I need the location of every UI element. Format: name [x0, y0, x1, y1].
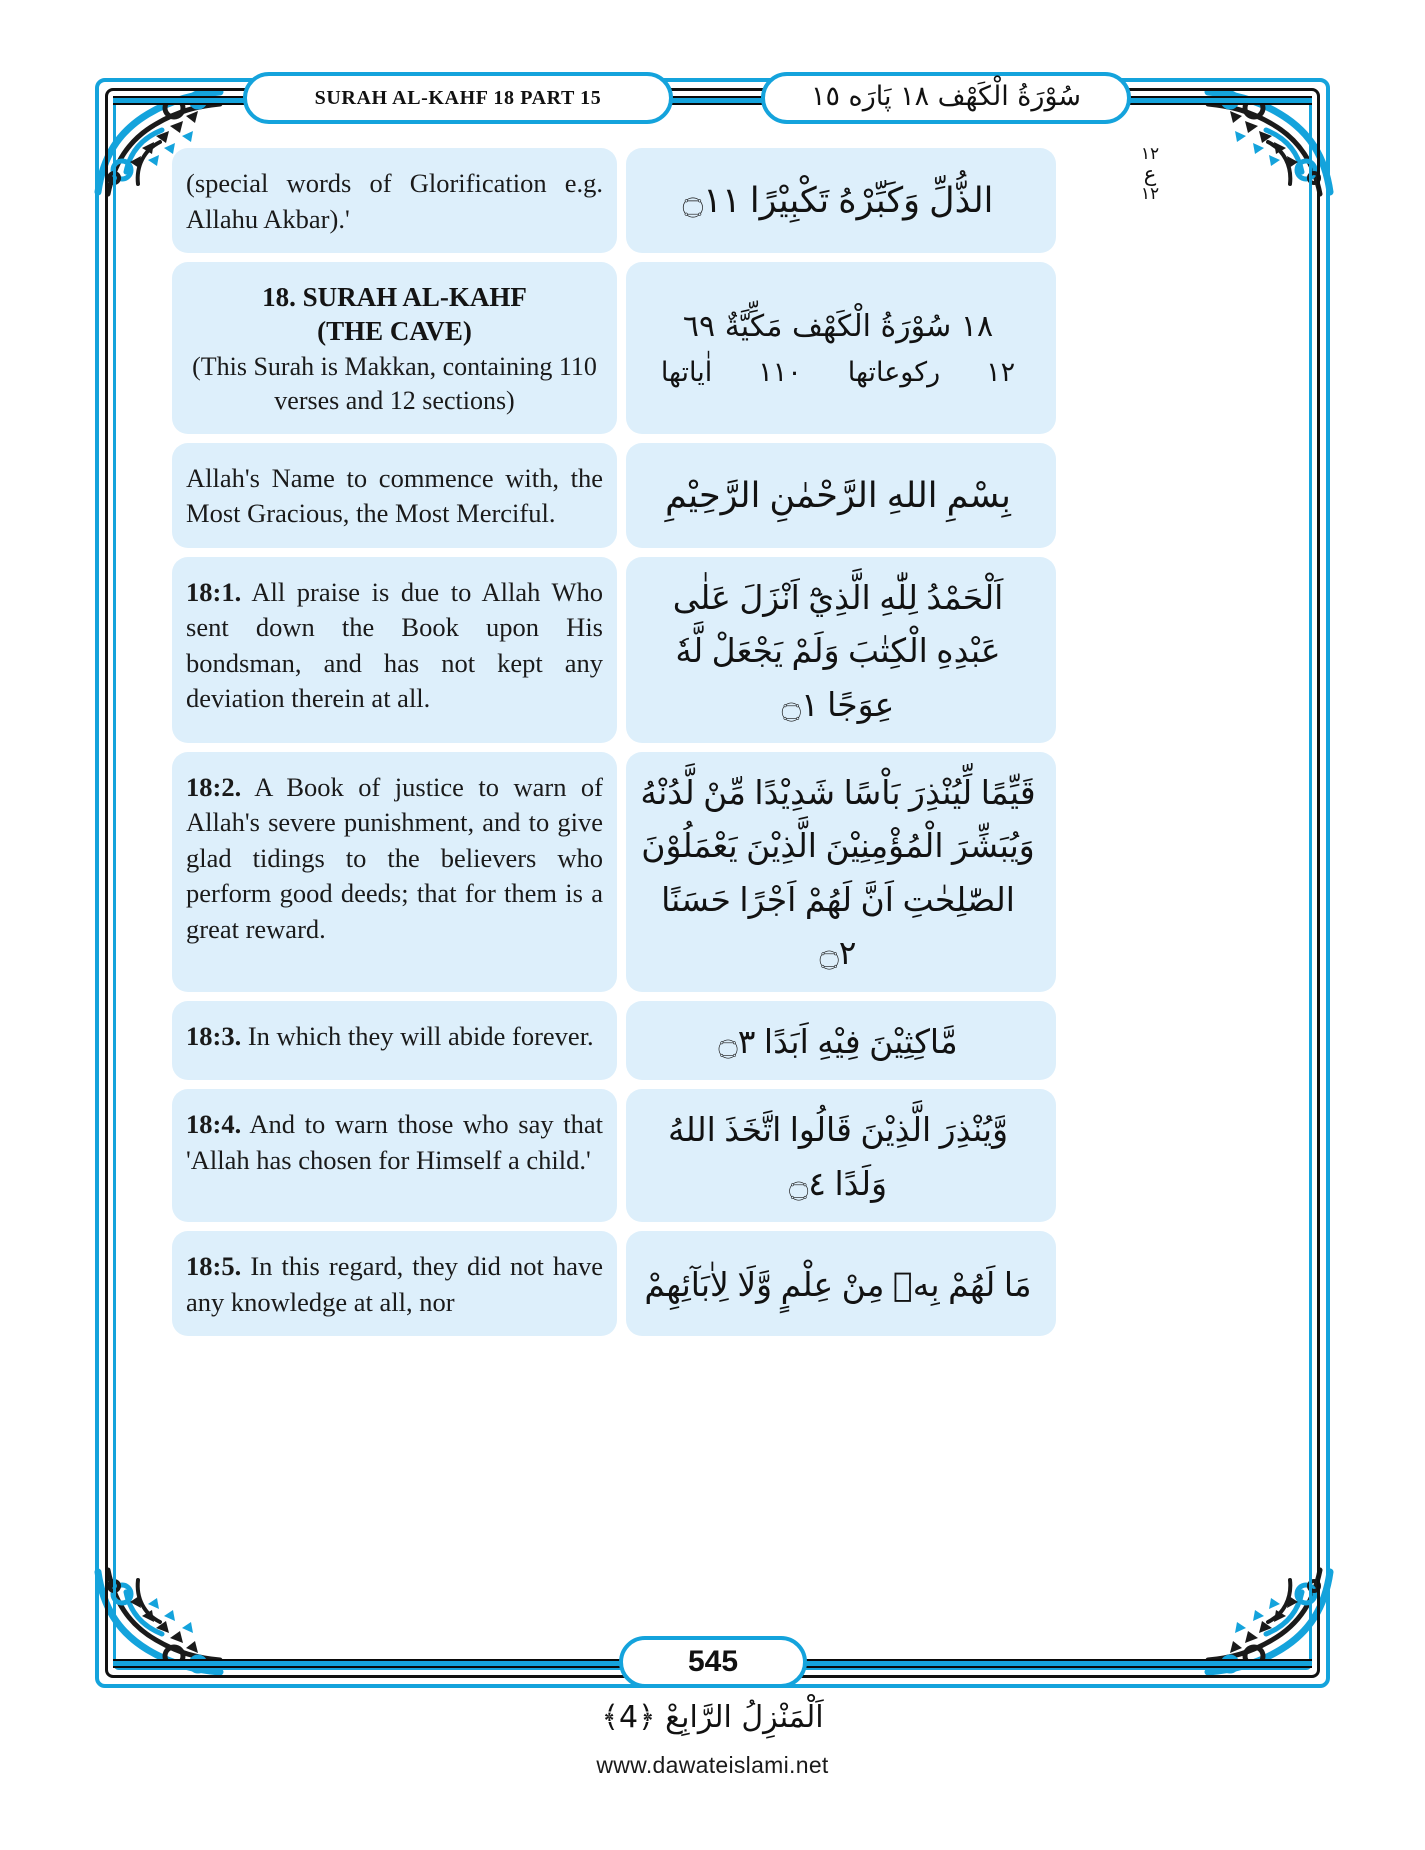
translation-cell — [172, 557, 617, 743]
arabic-text: الذُّلِّ وَكَبِّرْهُ تَكْبِيْرًا ۝١١ — [682, 181, 994, 222]
surah-heading-cell — [172, 262, 617, 434]
arabic-cell — [626, 1001, 1056, 1080]
arabic-text: قَيِّمًا لِّيُنْذِرَ بَاْسًا شَدِيْدًا مِّنْ لَّدُنْهُ وَيُبَشِّرَ الْمُؤْمِنِيْنَ الَّذِيْنَ يَعْمَلُوْنَ الصّٰلِحٰتِ اَنَّ لَهُمْ اَجْرًا حَسَنًا ۝٢ — [640, 772, 1036, 973]
header-pill-arabic — [761, 72, 1131, 124]
translation-cell — [172, 148, 617, 253]
arabic-text: وَّيُنْذِرَ الَّذِيْنَ قَالُوا اتَّخَذَ اللهُ وَلَدًا ۝٤ — [667, 1110, 1009, 1203]
verse-translation: All praise is due to Allah Who sent down the Book upon His bondsman, and has not kept any deviation therein at all. — [186, 576, 603, 714]
verse-row — [172, 1231, 1222, 1336]
translation-text — [186, 1107, 603, 1178]
arabic-cell — [626, 1089, 1056, 1222]
bismillah-row — [172, 443, 1222, 548]
surah-heading-row — [172, 262, 1222, 434]
surah-title-line1: 18. SURAH AL-KAHF — [262, 282, 527, 312]
translation-cell — [172, 1001, 617, 1080]
surah-heading-arabic-cell — [626, 262, 1056, 434]
verse-row — [172, 557, 1222, 743]
manzil-label: اَلْمَنْزِلُ الرَّابِعْ ﴿4﴾ — [601, 1700, 824, 1735]
bismillah-translation: Allah's Name to commence with, the Most Gracious, the Most Merciful. — [186, 462, 603, 529]
arabic-text: اَلْحَمْدُ لِلّٰهِ الَّذِيْٓ اَنْزَلَ عَلٰى عَبْدِهِ الْكِتٰبَ وَلَمْ يَجْعَلْ لَّهٗ عِوَجًا ۝١ — [672, 577, 1004, 724]
ruku-count-label: رکوعاتها — [847, 357, 941, 389]
page-number-pill — [619, 1636, 807, 1688]
translation-text — [186, 1249, 603, 1320]
arabic-cell — [626, 752, 1056, 992]
translation-text — [186, 770, 603, 948]
arabic-text: مَّاكِثِيْنَ فِيْهِ اَبَدًا ۝٣ — [718, 1021, 958, 1061]
section-marker-bottom: ١٢ — [1140, 184, 1160, 204]
verse-row — [172, 1089, 1222, 1222]
verse-number: 18:4. — [186, 1109, 242, 1140]
verse-row — [172, 1001, 1222, 1080]
translation-text: (special words of Glorification e.g. Allahu Akbar).' — [186, 168, 603, 234]
header-pill-english — [243, 72, 673, 124]
page-number: 545 — [687, 1645, 739, 1678]
header-title-arabic: سُوْرَةُ الْكَهْف ١٨ پَارَه ١٥ — [810, 80, 1082, 112]
bismillah-arabic: بِسْمِ اللهِ الرَّحْمٰنِ الرَّحِيْمِ — [665, 475, 1011, 516]
verse-number: 18:3. — [186, 1020, 242, 1051]
ruku-count-value: ١٢ — [986, 357, 1016, 389]
ayat-count-label: اٰیاتها — [660, 357, 713, 389]
surah-title-line2: (THE CAVE) — [317, 316, 472, 347]
verse-list — [172, 144, 1222, 1336]
translation-text — [186, 1019, 603, 1055]
section-marker-top: ١٢ — [1140, 144, 1160, 164]
verse-number: 18:2. — [186, 771, 242, 802]
verse-translation: In this regard, they did not have any knowledge at all, nor — [186, 1251, 603, 1317]
surah-heading-arabic-line1: ١٨ سُوْرَةُ الْكَهْف مَكِّيَّةٌ ٦٩ — [682, 308, 994, 344]
verse-translation: In which they will abide forever. — [247, 1020, 594, 1051]
verse-translation: A Book of justice to warn of Allah's severe punishment, and to give glad tidings to the believers who perform good deeds; that for them is a great reward. — [186, 771, 603, 944]
verse-translation: And to warn those who say that 'Allah has chosen for Himself a child.' — [186, 1109, 603, 1175]
ayat-count-value: ١١٠ — [758, 357, 802, 389]
page-footer — [113, 1636, 1312, 1692]
ruku-marker-icon: ع — [1143, 162, 1157, 186]
translation-text — [186, 575, 603, 717]
arabic-cell — [626, 557, 1056, 743]
verse-row — [172, 144, 1222, 253]
surah-subtitle: (This Surah is Makkan, containing 110 verses and 12 sections) — [192, 352, 597, 415]
verse-row — [172, 752, 1222, 992]
website-url[interactable]: www.dawateislami.net — [596, 1752, 829, 1778]
translation-cell — [172, 1231, 617, 1336]
translation-cell — [172, 752, 617, 992]
translation-cell — [172, 443, 617, 548]
page-header — [113, 72, 1312, 128]
arabic-text: مَا لَهُمْ بِهٖ مِنْ عِلْمٍ وَّلَا لِاٰبَآئِهِمْ — [644, 1264, 1032, 1304]
verse-number: 18:1. — [186, 576, 242, 607]
arabic-cell — [626, 443, 1056, 548]
arabic-cell — [626, 148, 1056, 253]
translation-cell — [172, 1089, 617, 1222]
header-title-english: SURAH AL-KAHF 18 PART 15 — [314, 86, 602, 109]
arabic-cell — [626, 1231, 1056, 1336]
verse-number: 18:5. — [186, 1251, 242, 1282]
